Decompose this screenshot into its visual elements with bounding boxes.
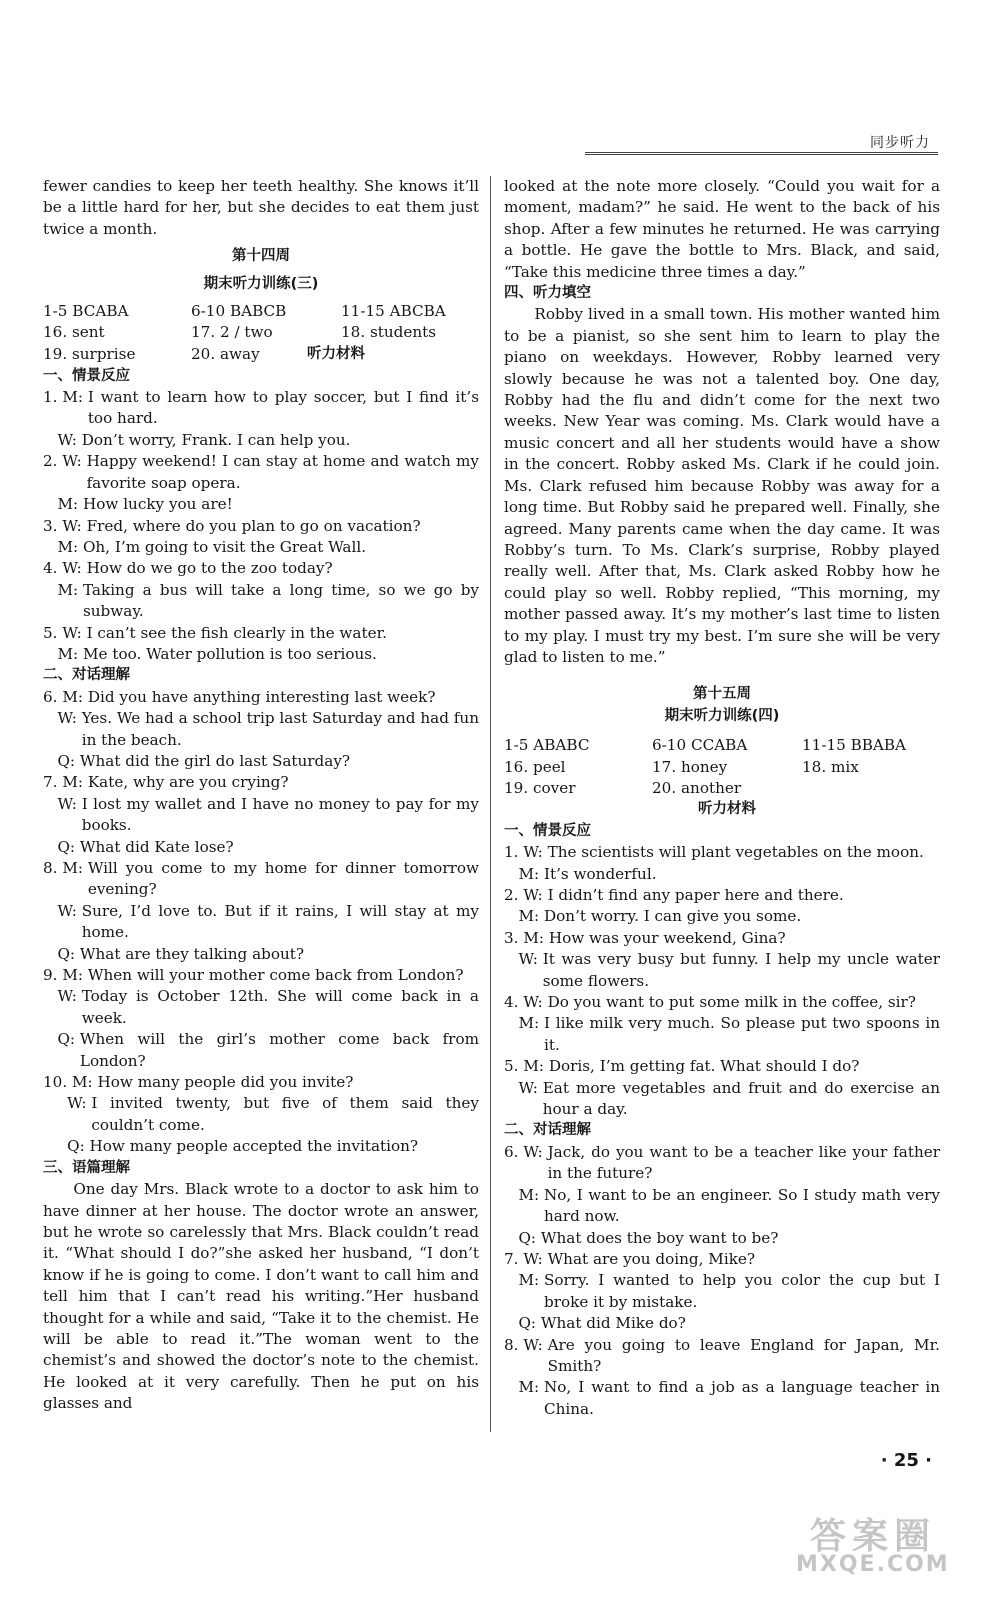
speaker-label: 10. M: [43,1073,98,1092]
speaker-label: M: [504,1014,544,1033]
speaker-label: 4. W: [43,559,87,578]
dialogue-line [43,558,479,579]
dialogue-line [504,1185,940,1228]
dialogue-text: Eat more vegetables and fruit and do exercise an hour a day. [542,1078,940,1119]
dialogue-line [43,837,479,858]
speaker-label: 8. W: [504,1335,548,1354]
dialogue-line [504,949,940,992]
material-title-3: 听力材料 [307,346,365,363]
answer-item: 11-15 ABCBA [341,302,446,321]
speaker-label: M: [43,495,83,514]
dialogue-line [43,494,479,515]
speaker-label: W: [43,709,82,728]
speaker-label: 5. W: [43,623,87,642]
passage-continuation: looked at the note more closely. “Could you wait for a moment, madam?” he said. He went to the back of his shop. After a few minutes he returned. He was carrying a bottle. He gave the bottle to Mrs. Black, and said, “Take this medicine three times a day.” [504,177,940,281]
speaker-label: 3. W: [43,516,87,535]
dialogue-text: Jack, do you want to be a teacher like your father in the future? [547,1142,940,1183]
dialogue-text: I invited twenty, but five of them said they couldn’t come. [91,1094,479,1134]
dialogue-line [504,1335,940,1378]
dialogue-text: What are you doing, Mike? [547,1249,756,1268]
dialogue-text: How many people accepted the invitation? [89,1137,419,1156]
dialogue-text: How do we go to the zoo today? [86,559,333,578]
intro-paragraph: fewer candies to keep her teeth healthy. She knows it’ll be a little hard for her, but she decides to eat them just twice a month. [43,177,479,238]
dialogue-text: Happy weekend! I can stay at home and watch my favorite soap opera. [86,452,479,492]
answer-item: 16. peel [504,757,566,776]
dialogue-line [504,1228,940,1249]
speaker-label: 1. W: [504,843,548,862]
dialogue-line [504,842,940,863]
dialogue-text: What did Kate lose? [79,837,234,856]
dialogue-line [43,644,479,665]
dialogue-line [504,1270,940,1313]
dialogue-text: Will you come to my home for dinner tomorrow evening? [87,859,479,899]
dialogue-text: How was your weekend, Gina? [548,928,786,947]
speaker-label: Q: [43,837,80,856]
right-column [504,176,940,1420]
fill-in-passage: Robby lived in a small town. His mother wanted him to be a pianist, so she sent him to learn to play the piano on weekdays. However, Robby learned very slowly because he was not a talented boy. One day, Robby had the flu and didn’t come for the next two weeks. New Year was coming. Ms. Clark would have a music concert and all her students would have a show in the concert. Robby asked Ms. Clark if he could join. Ms. Clark refused him because Robby was away for a long time. But Robby said he prepared well. Finally, she agreed. Many parents came when the day came. It was Robby’s turn. To Ms. Clark’s surprise, Robby played really well. After that, Ms. Clark asked Robby how he could play so well. Robby replied, “This morning, my mother passed away. It’s my mother’s last time to listen to my play. I must try my best. I’m sure she will be very glad to listen to me.” [504,305,940,666]
answer-item: 17. honey [652,757,728,776]
dialogue-line [43,986,479,1029]
dialogue-text: Don’t worry. I can give you some. [543,907,802,926]
answer-item: 19. surprise [43,344,136,363]
dialogue-line [43,387,479,430]
dialogue-line [43,901,479,944]
dialogue-line [43,1029,479,1072]
week-15-heading: 第十五周 [693,686,751,703]
left-column [43,176,479,1415]
section-heading-situational: 一、情景反应 [43,367,130,384]
watermark-en: MXQE.COM [796,1552,950,1577]
dialogue-text: Are you going to leave England for Japan, Mr. Smith? [547,1335,940,1375]
dialogue-text: Today is October 12th. She will come back in a week. [81,987,479,1027]
dialogue-line [504,906,940,927]
dialogue-line [504,1078,940,1121]
section-heading-fill-in: 四、听力填空 [504,285,591,302]
dialogue-line [504,1249,940,1270]
dialogue-text: Doris, I’m getting fat. What should I do? [548,1057,860,1076]
dialogue-line [504,992,940,1013]
speaker-label: 2. W: [504,886,548,904]
speaker-label: Q: [504,1228,541,1247]
speaker-label: 2. W: [43,452,87,471]
week-14-heading: 第十四周 [232,248,290,265]
dialogue-text: I can’t see the fish clearly in the water. [86,623,387,642]
dialogue-line [504,1013,940,1056]
speaker-label: 7. W: [504,1249,548,1268]
dialogue-text: How many people did you invite? [97,1073,354,1092]
dialogue-line [43,708,479,751]
speaker-label: M: [504,1185,544,1204]
watermark-logo [776,1508,976,1582]
speaker-label: M: [43,644,83,663]
speaker-label: M: [504,1271,544,1290]
dialogue-line [43,858,479,901]
dialogue-text: It’s wonderful. [543,864,657,883]
dialogue-text: What are they talking about? [79,944,305,963]
answer-item: 1-5 BCABA [43,302,129,321]
running-header-title: 同步听力 [870,135,930,151]
dialogue-text: I didn’t find any paper here and there. [547,886,844,904]
speaker-label: W: [43,1094,92,1113]
speaker-label: 8. M: [43,859,88,877]
dialogue-line [43,794,479,837]
dialogue-text: Me too. Water pollution is too serious. [82,644,377,663]
speaker-label: Q: [504,1314,541,1333]
dialogue-text: The scientists will plant vegetables on the moon. [547,843,924,862]
dialogue-line [43,687,479,708]
dialogue-line [43,751,479,772]
answer-item: 16. sent [43,323,105,342]
speaker-label: 7. M: [43,773,88,792]
speaker-label: Q: [43,1137,90,1156]
dialogue-text: Oh, I’m going to visit the Great Wall. [82,537,367,556]
dialogue-line [43,430,479,451]
answer-item: 1-5 ABABC [504,736,590,755]
speaker-label: W: [43,430,82,449]
page-number: · 25 · [880,1450,932,1471]
answer-item: 6-10 BABCB [191,302,287,321]
dialogue-text: Kate, why are you crying? [87,773,289,792]
section-heading-dialogue: 二、对话理解 [43,667,130,684]
speaker-label: W: [43,794,82,813]
exam-3-title: 期末听力训练(三) [203,275,319,292]
speaker-label: 6. W: [504,1142,548,1161]
speaker-label: W: [43,987,82,1006]
dialogue-line [43,1136,479,1157]
dialogue-line [43,772,479,793]
speaker-label: 4. W: [504,993,548,1012]
dialogue-text: Don’t worry, Frank. I can help you. [81,430,351,449]
answer-item: 20. another [652,778,742,797]
speaker-label: 5. M: [504,1057,549,1076]
dialogue-line [504,1056,940,1077]
speaker-label: Q: [43,1030,80,1049]
speaker-label: M: [504,864,544,883]
speaker-label: W: [504,1078,543,1097]
exam-4-title: 期末听力训练(四) [664,707,780,724]
dialogue-line [43,1072,479,1093]
material-title-4: 听力材料 [698,801,756,818]
dialogue-text: No, I want to find a job as a language teacher in China. [543,1378,940,1418]
dialogue-line [504,1142,940,1185]
dialogue-text: When will your mother come back from London? [87,966,464,985]
dialogue-text: I like milk very much. So please put two spoons in it. [543,1014,940,1054]
dialogue-text: What did Mike do? [540,1314,686,1333]
answer-item: 19. cover [504,778,576,797]
dialogue-line [43,451,479,494]
speaker-label: 6. M: [43,687,88,706]
dialogue-line [43,516,479,537]
dialogue-text: Taking a bus will take a long time, so we go by subway. [82,580,479,621]
dialogue-line [43,944,479,965]
answer-item: 18. mix [802,757,859,776]
passage-paragraph: One day Mrs. Black wrote to a doctor to ask him to have dinner at her house. The doctor wrote an answer, but he wrote so carelessly that Mrs. Black couldn’t read it. “What should I do?”she asked her husband, “I don’t know if he is going to come. I don’t want to call him and tell him that I can’t read his writing.”Her husband thought for a while and said, “Take it to the chemist. He will be able to read it.”The woman went to the chemist’s and showed the doctor’s note to the chemist. He looked at it very carefully. Then he put on his glasses and [43,1180,479,1413]
dialogue-text: I want to learn how to play soccer, but I find it’s too hard. [87,388,479,428]
dialogue-text: Fred, where do you plan to go on vacation? [86,516,421,535]
dialogue-line [43,580,479,623]
section-heading-dialogue: 二、对话理解 [504,1122,591,1139]
dialogue-text: Did you have anything interesting last week? [87,687,436,706]
dialogue-line [504,1377,940,1420]
dialogue-text: Yes. We had a school trip last Saturday and had fun in the beach. [81,709,479,749]
dialogue-text: Sure, I’d love to. But if it rains, I will stay at my home. [81,901,479,942]
speaker-label: 3. M: [504,928,549,947]
answer-item: 11-15 BBABA [802,736,907,755]
dialogue-line [504,885,940,906]
speaker-label: Q: [43,944,80,963]
speaker-label: M: [504,1378,544,1397]
dialogue-text: It was very busy but funny. I help my uncle water some flowers. [542,950,940,990]
header-rule [585,152,938,155]
dialogue-text: Do you want to put some milk in the coffee, sir? [547,993,916,1012]
speaker-label: 1. M: [43,388,88,407]
dialogue-line [43,537,479,558]
section-heading-passage: 三、语篇理解 [43,1159,130,1176]
answer-item: 6-10 CCABA [652,736,748,755]
section-heading-situational: 一、情景反应 [504,822,591,839]
dialogue-text: I lost my wallet and I have no money to pay for my books. [81,794,479,835]
dialogue-text: When will the girl’s mother come back from London? [79,1030,479,1070]
answer-item: 17. 2 / two [191,323,273,342]
dialogue-line [43,623,479,644]
dialogue-text: What does the boy want to be? [540,1228,779,1247]
speaker-label: W: [504,950,543,969]
dialogue-text: How lucky you are! [82,495,233,514]
dialogue-text: What did the girl do last Saturday? [79,751,351,770]
dialogue-line [43,1093,479,1136]
speaker-label: M: [43,580,83,599]
dialogue-line [504,864,940,885]
speaker-label: M: [43,537,83,556]
dialogue-line [43,965,479,986]
dialogue-text: Sorry. I wanted to help you color the cup but I broke it by mistake. [543,1271,940,1311]
speaker-label: W: [43,901,82,920]
watermark-cn: 答案圈 [810,1516,937,1557]
answer-item: 18. students [341,323,437,342]
answer-item: 20. away [191,344,260,363]
answer-key-4 [504,735,940,799]
speaker-label: 9. M: [43,966,88,985]
column-divider [490,176,491,1432]
dialogue-line [504,928,940,949]
speaker-label: Q: [43,751,80,770]
speaker-label: M: [504,907,544,926]
dialogue-text: No, I want to be an engineer. So I study math very hard now. [543,1185,940,1226]
dialogue-line [504,1313,940,1334]
